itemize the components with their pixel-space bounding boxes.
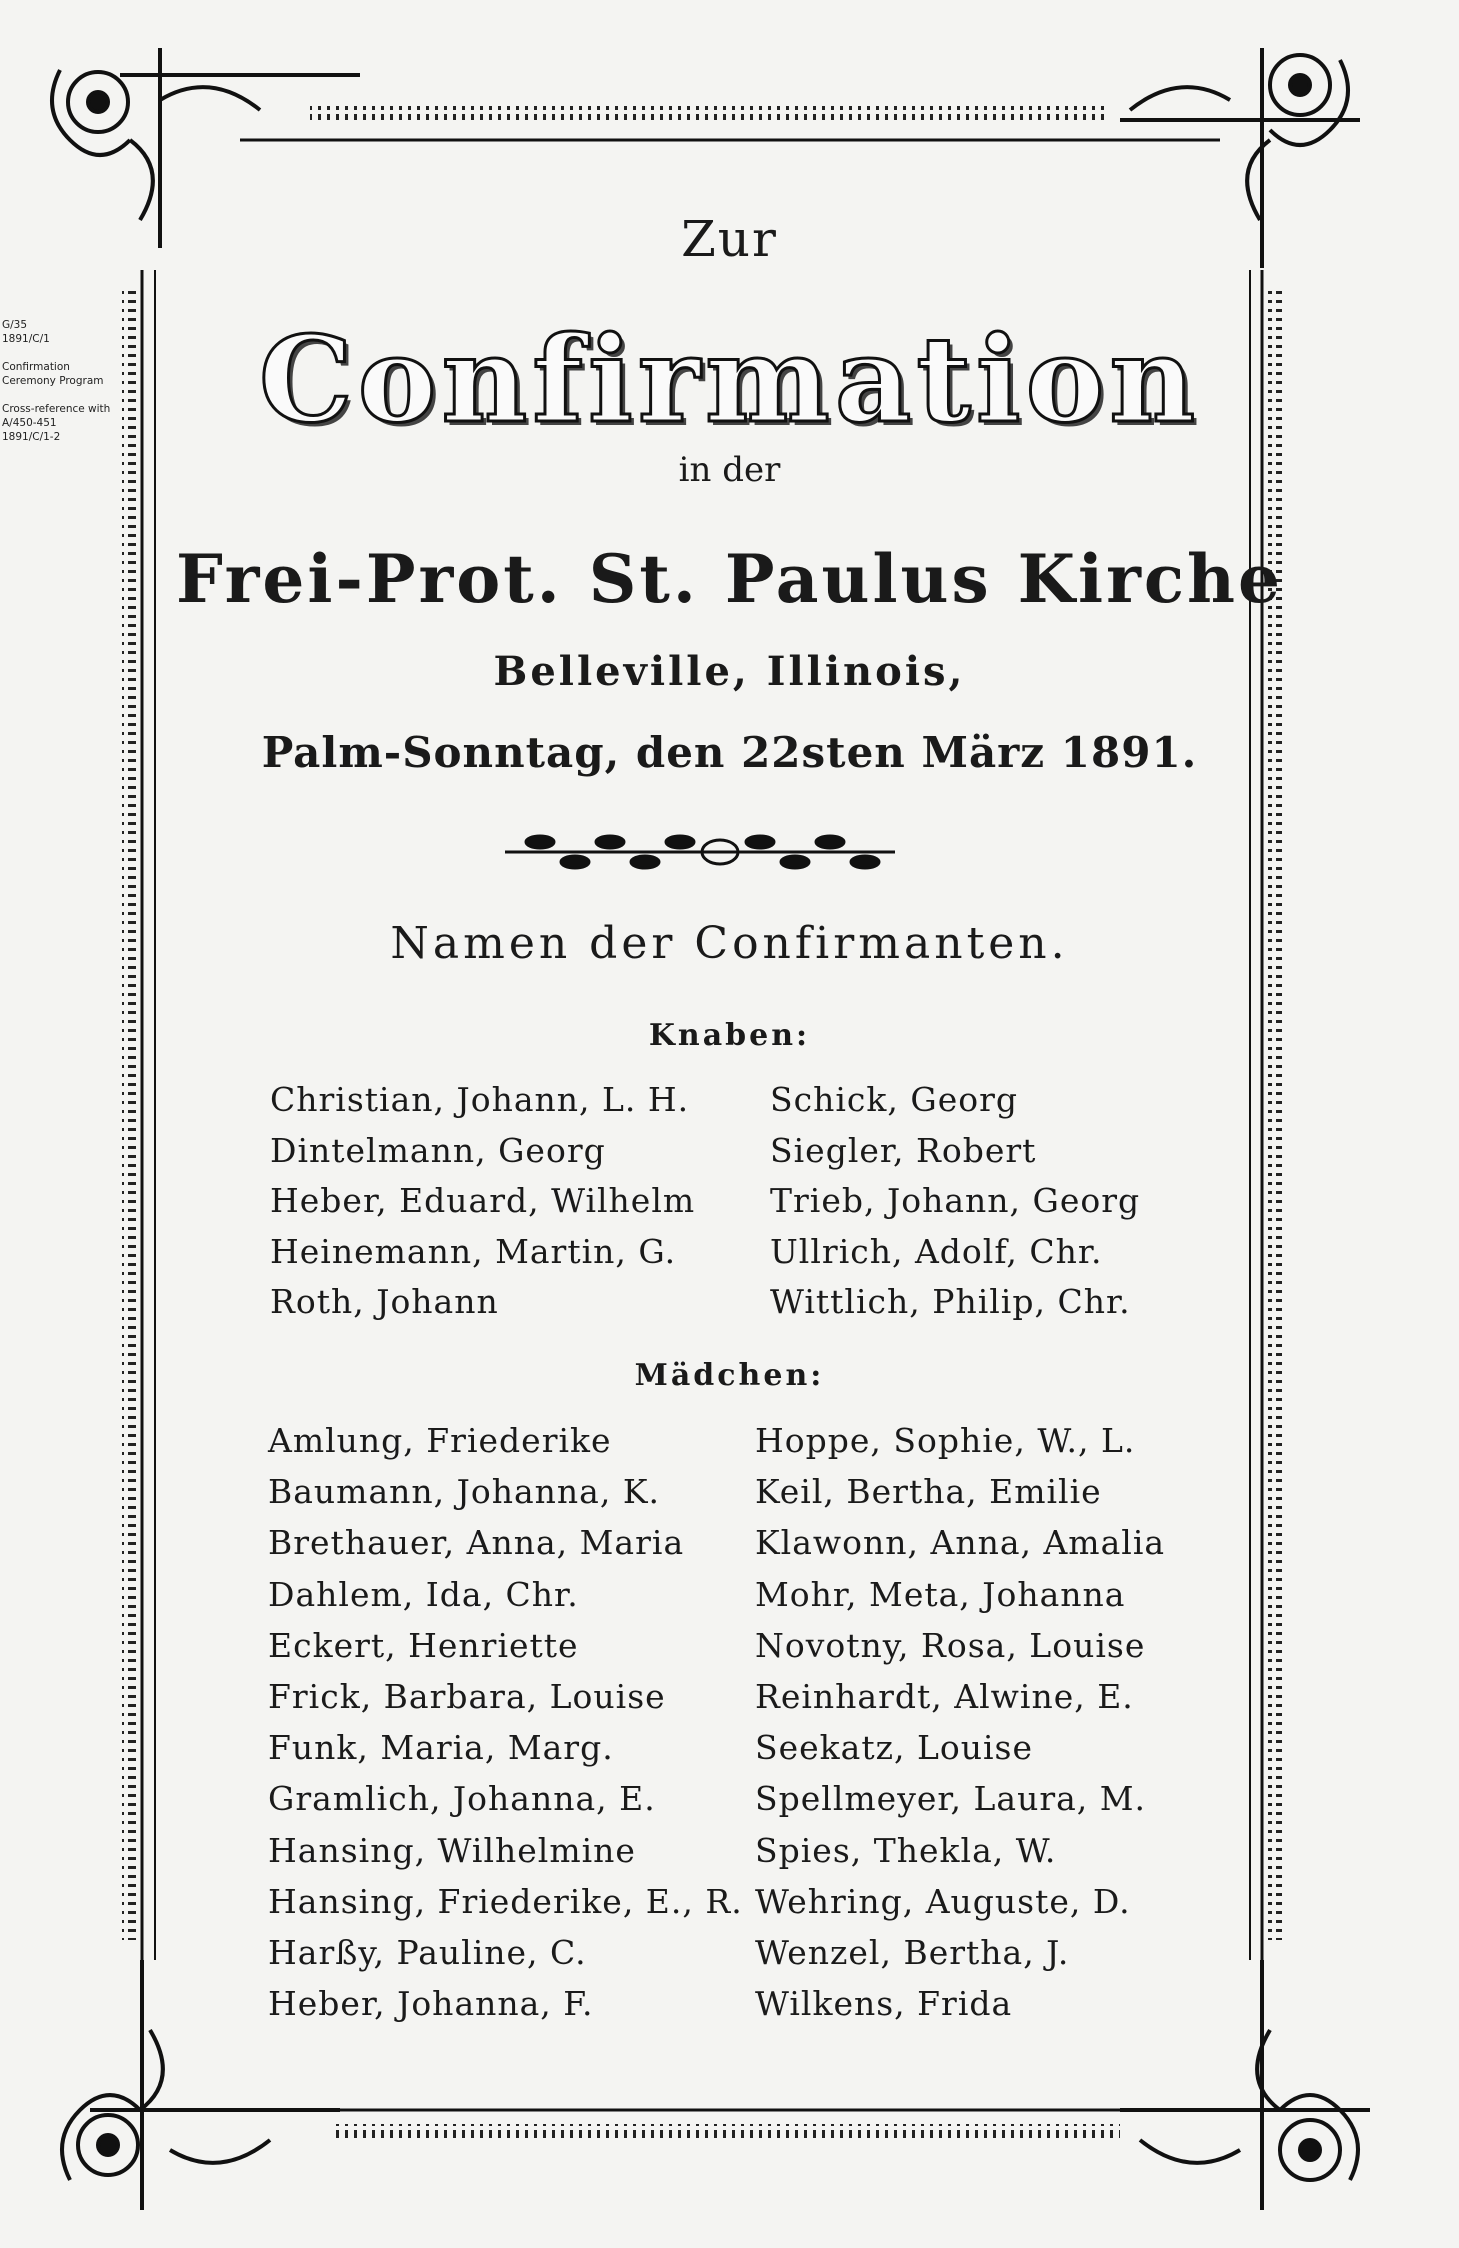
archive-crossref-2: 1891/C/1-2 bbox=[2, 431, 61, 443]
list-item: Roth, Johann bbox=[270, 1282, 499, 1321]
list-item: Hoppe, Sophie, W., L. bbox=[755, 1421, 1136, 1460]
list-item: Amlung, Friederike bbox=[268, 1421, 612, 1460]
list-item: Gramlich, Johanna, E. bbox=[268, 1779, 656, 1819]
heading-in-der: in der bbox=[678, 450, 781, 490]
date-line: Palm-Sonntag, den 22sten März 1891. bbox=[261, 728, 1198, 777]
list-item: Eckert, Henriette bbox=[268, 1625, 579, 1665]
place-line: Belleville, Illinois, bbox=[493, 648, 966, 695]
archive-desc-2: Ceremony Program bbox=[2, 375, 104, 387]
list-item: Trieb, Johann, Georg bbox=[770, 1181, 1141, 1220]
list-item: Seekatz, Louise bbox=[755, 1728, 1034, 1768]
list-item: Novotny, Rosa, Louise bbox=[755, 1625, 1146, 1665]
list-item: Wenzel, Bertha, J. bbox=[755, 1932, 1070, 1972]
list-item: Brethauer, Anna, Maria bbox=[268, 1523, 685, 1563]
list-item: Funk, Maria, Marg. bbox=[268, 1728, 614, 1768]
girls-label: Mädchen: bbox=[634, 1358, 825, 1393]
girls-list-left bbox=[268, 1415, 743, 2029]
list-item: Dahlem, Ida, Chr. bbox=[268, 1574, 579, 1614]
list-item: Reinhardt, Alwine, E. bbox=[755, 1676, 1134, 1716]
archive-year-code: 1891/C/1 bbox=[2, 333, 50, 345]
list-item: Klawonn, Anna, Amalia bbox=[755, 1523, 1166, 1563]
list-item: Mohr, Meta, Johanna bbox=[755, 1574, 1126, 1614]
boys-list-right bbox=[770, 1075, 1140, 1328]
list-item: Hansing, Friederike, E., R. bbox=[268, 1881, 743, 1921]
list-item: Frick, Barbara, Louise bbox=[268, 1676, 666, 1716]
list-item: Dintelmann, Georg bbox=[270, 1130, 606, 1170]
archive-id: G/35 bbox=[2, 319, 28, 331]
list-item: Baumann, Johanna, K. bbox=[268, 1472, 660, 1512]
list-item: Schick, Georg bbox=[770, 1080, 1019, 1119]
list-item: Heber, Johanna, F. bbox=[268, 1984, 594, 2024]
list-item: Spies, Thekla, W. bbox=[755, 1830, 1057, 1870]
list-item: Ullrich, Adolf, Chr. bbox=[770, 1231, 1103, 1271]
list-item: Wittlich, Philip, Chr. bbox=[770, 1282, 1131, 1321]
list-item: Heinemann, Martin, G. bbox=[270, 1231, 677, 1271]
list-item: Wilkens, Frida bbox=[755, 1984, 1013, 2024]
boys-label: Knaben: bbox=[648, 1018, 811, 1053]
page-title: Confirmation bbox=[258, 310, 1201, 449]
list-item: Hansing, Wilhelmine bbox=[268, 1830, 636, 1870]
list-item: Keil, Bertha, Emilie bbox=[755, 1472, 1102, 1512]
archive-crossref-label: Cross-reference with bbox=[2, 403, 111, 415]
list-item: Heber, Eduard, Wilhelm bbox=[270, 1181, 696, 1220]
list-item: Wehring, Auguste, D. bbox=[755, 1881, 1131, 1921]
archive-crossref-1: A/450-451 bbox=[2, 417, 57, 429]
church-name: Frei-Prot. St. Paulus Kirche bbox=[175, 540, 1284, 618]
girls-list-right bbox=[755, 1415, 1165, 2029]
boys-list-left bbox=[270, 1075, 695, 1328]
list-item: Spellmeyer, Laura, M. bbox=[755, 1779, 1147, 1819]
names-heading: Namen der Confirmanten. bbox=[390, 918, 1069, 969]
list-item: Christian, Johann, L. H. bbox=[270, 1080, 690, 1119]
list-item: Harßy, Pauline, C. bbox=[268, 1932, 587, 1972]
heading-zur: Zur bbox=[681, 210, 778, 268]
laurel-divider bbox=[505, 836, 895, 868]
list-item: Siegler, Robert bbox=[770, 1130, 1037, 1170]
archive-desc-1: Confirmation bbox=[2, 361, 70, 373]
